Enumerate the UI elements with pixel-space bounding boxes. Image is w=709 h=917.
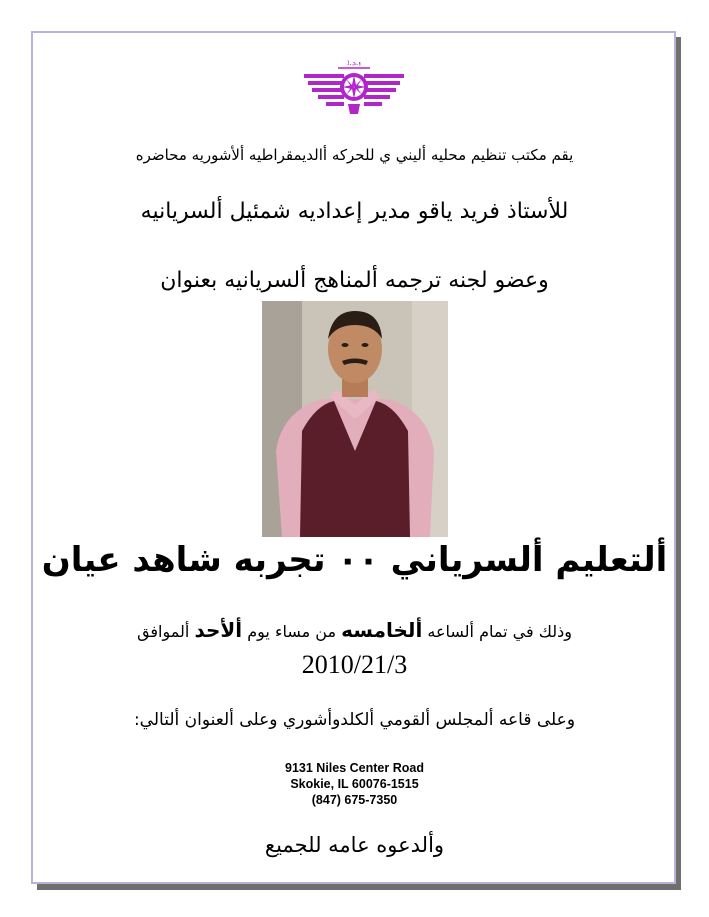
speaker-photo [262, 301, 448, 537]
time-suffix: ألموافق [137, 622, 190, 641]
closing-line: وألدعوه عامه للجميع [264, 833, 445, 857]
event-date: 2010/21/3 [301, 650, 408, 679]
invitation-line-3: وعضو لجنه ترجمه ألمناهج ألسريانيه بعنوان [160, 268, 549, 293]
address-street: 9131 Niles Center Road [285, 761, 424, 775]
time-day: ألأحد [194, 618, 243, 642]
assyrian-winged-logo [302, 54, 406, 116]
invitation-line-1: يقم مكتب تنظيم محليه أليني ي للحركه أالديمقراطيه ألأشوريه محاضره [135, 146, 574, 164]
logo-lettering: ܙ.ܕ.ܐ [347, 58, 361, 67]
time-hour: ألخامسه [341, 618, 423, 642]
invitation-line-2: للأستاذ فريد ياقو مدير إعداديه شمئيل ألسريانيه [140, 199, 569, 224]
address-phone: (847) 675-7350 [311, 793, 398, 807]
venue-line: وعلى قاعه ألمجلس ألقومي ألكلدوأشوري وعلى ألعنوان ألتالي: [133, 710, 576, 730]
time-middle: من مساء يوم [247, 622, 337, 641]
time-line [0, 618, 709, 642]
address-city: Skokie, IL 60076-1515 [290, 777, 419, 791]
time-prefix: وذلك في تمام ألساعه [427, 622, 572, 641]
lecture-title: ألتعليم ألسرياني ٠٠ تجربه شاهد عيان [41, 540, 668, 580]
